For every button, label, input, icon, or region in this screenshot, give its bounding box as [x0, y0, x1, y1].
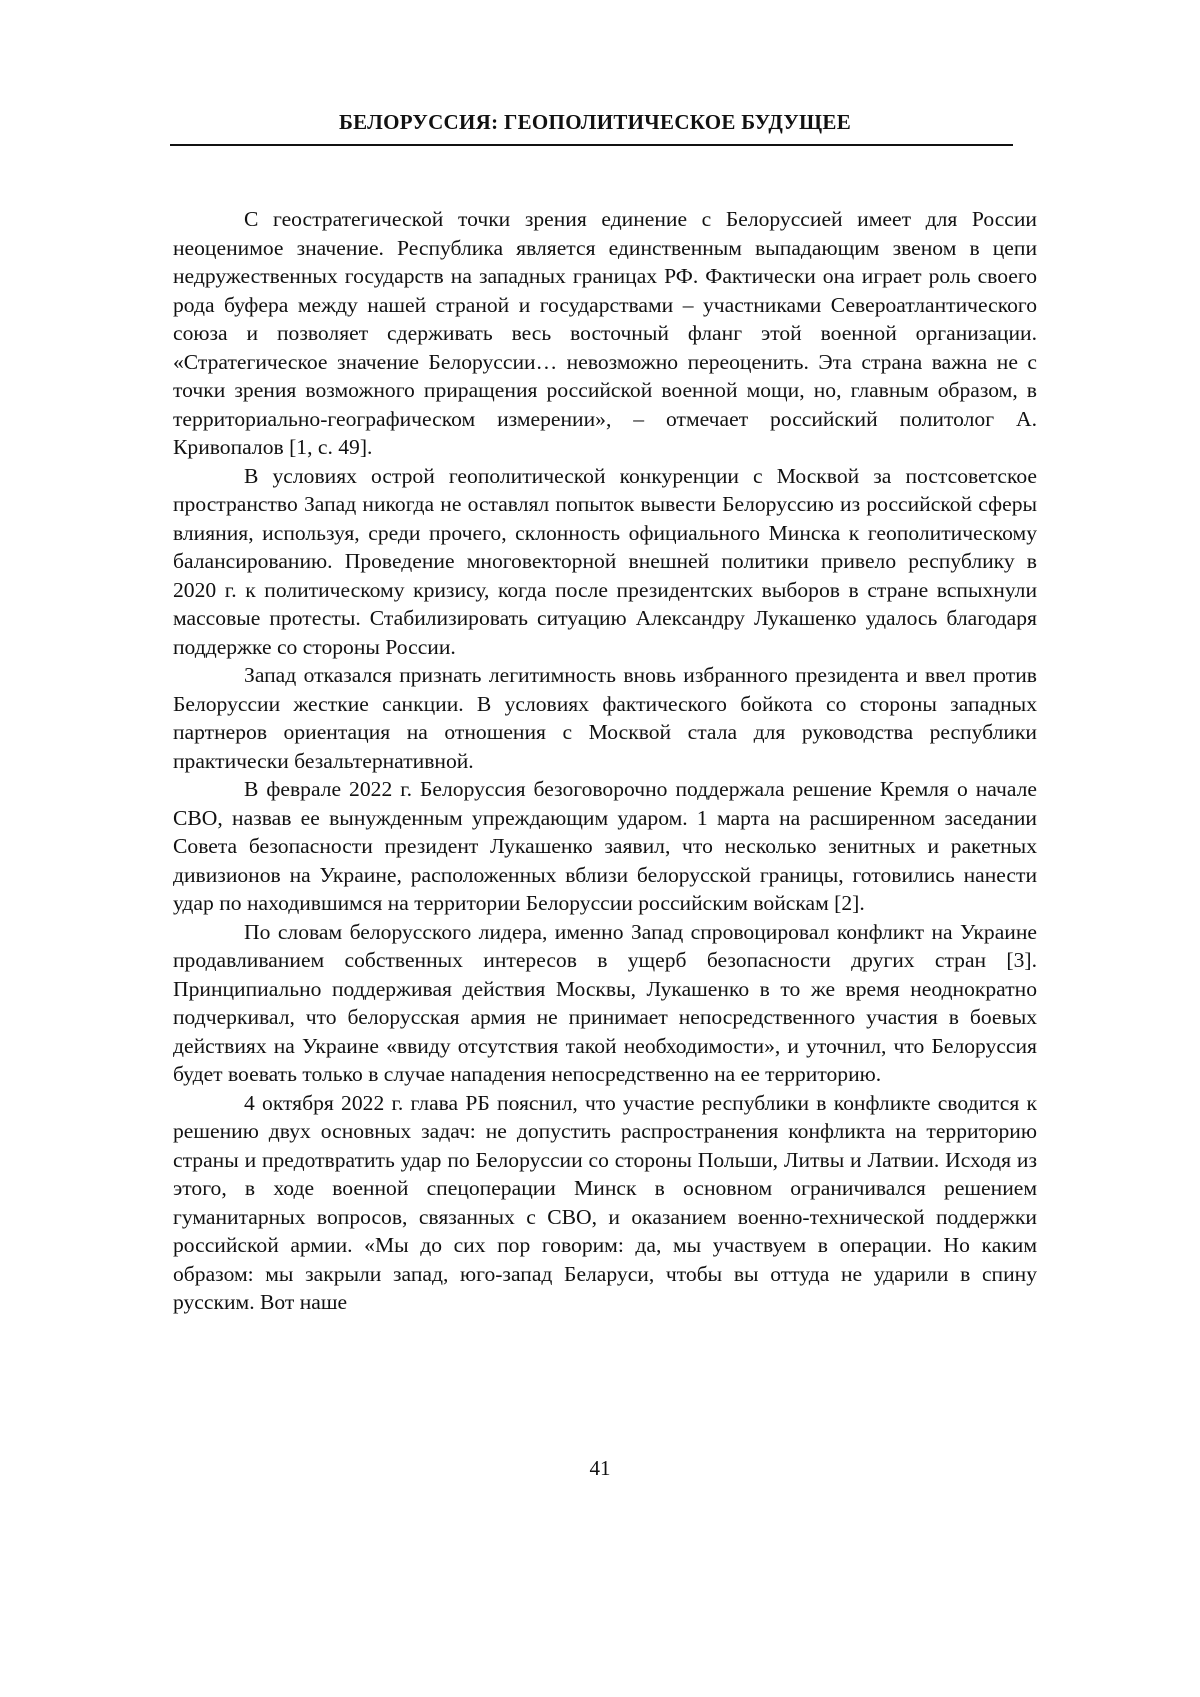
paragraph: С геостратегической точки зрения единение с Белоруссией имеет для России неоценимое значение. Республика является единственным выпадающим звеном в цепи недружественных государств на западных границах РФ. Фактически она играет роль своего рода буфера между нашей страной и государствами – участниками Североатлантического союза и позволяет сдерживать весь восточный фланг этой военной организации. «Стратегическое значение Белоруссии… невозможно переоценить. Эта страна важна не с точки зрения возможного приращения российской военной мощи, но, главным образом, в территориально-географическом измерении», – отмечает российский политолог А. Кривопалов [1, с. 49].	[173, 207, 1037, 459]
paragraph: Запад отказался признать легитимность вновь избранного президента и ввел против Белоруссии жесткие санкции. В условиях фактического бойкота со стороны западных партнеров ориентация на отношения с Москвой стала для руководства республики практически безальтернативной.	[173, 663, 1037, 773]
paragraph: По словам белорусского лидера, именно Запад спровоцировал конфликт на Украине продавливанием собственных интересов в ущерб безопасности других стран [3]. Принципиально поддерживая действия Москвы, Лукашенко в то же время неоднократно подчеркивал, что белорусская армия не принимает непосредственного участия в боевых действиях на Украине «ввиду отсутствия такой необходимости», и уточнил, что Белоруссия будет воевать только в случае нападения непосредственно на ее территорию.	[173, 919, 1037, 1086]
header-divider	[170, 144, 1013, 146]
page-number: 41	[589, 1456, 611, 1480]
paragraph: 4 октября 2022 г. глава РБ пояснил, что участие республики в конфликте сводится к решению двух основных задач: не допустить распространения конфликта на территорию страны и предотвратить удар по Белоруссии со стороны Польши, Литвы и Латвии. Исходя из этого, в ходе военной спецоперации Минск в основном ограничивался решением гуманитарных вопросов, связанных с СВО, и оказанием военно-технической поддержки российской армии. «Мы до сих пор говорим: да, мы участвуем в операции. Но каким образом: мы закрыли запад, юго-запад Беларуси, чтобы вы оттуда не ударили в спину русским. Вот наше	[173, 1090, 1037, 1314]
paragraph: В феврале 2022 г. Белоруссия безоговорочно поддержала решение Кремля о начале СВО, назвав ее вынужденным упреждающим ударом. 1 марта на расширенном заседании Совета безопасности президент Лукашенко заявил, что несколько зенитных и ракетных дивизионов на Украине, расположенных вблизи белорусской границы, готовились нанести удар по находившимся на территории Белоруссии российским войскам [2].	[173, 777, 1037, 915]
body-text	[173, 205, 1037, 1317]
running-header-title: БЕЛОРУССИЯ: ГЕОПОЛИТИЧЕСКОЕ БУДУЩЕЕ	[338, 110, 852, 134]
paragraph: В условиях острой геополитической конкуренции с Москвой за постсоветское пространство Запад никогда не оставлял попыток вывести Белоруссию из российской сферы влияния, используя, среди прочего, склонность официального Минска к геополитическому балансированию. Проведение многовекторной внешней политики привело республику в 2020 г. к политическому кризису, когда после президентских выборов в стране вспыхнули массовые протесты. Стабилизировать ситуацию Александру Лукашенко удалось благодаря поддержке со стороны России.	[173, 463, 1037, 659]
